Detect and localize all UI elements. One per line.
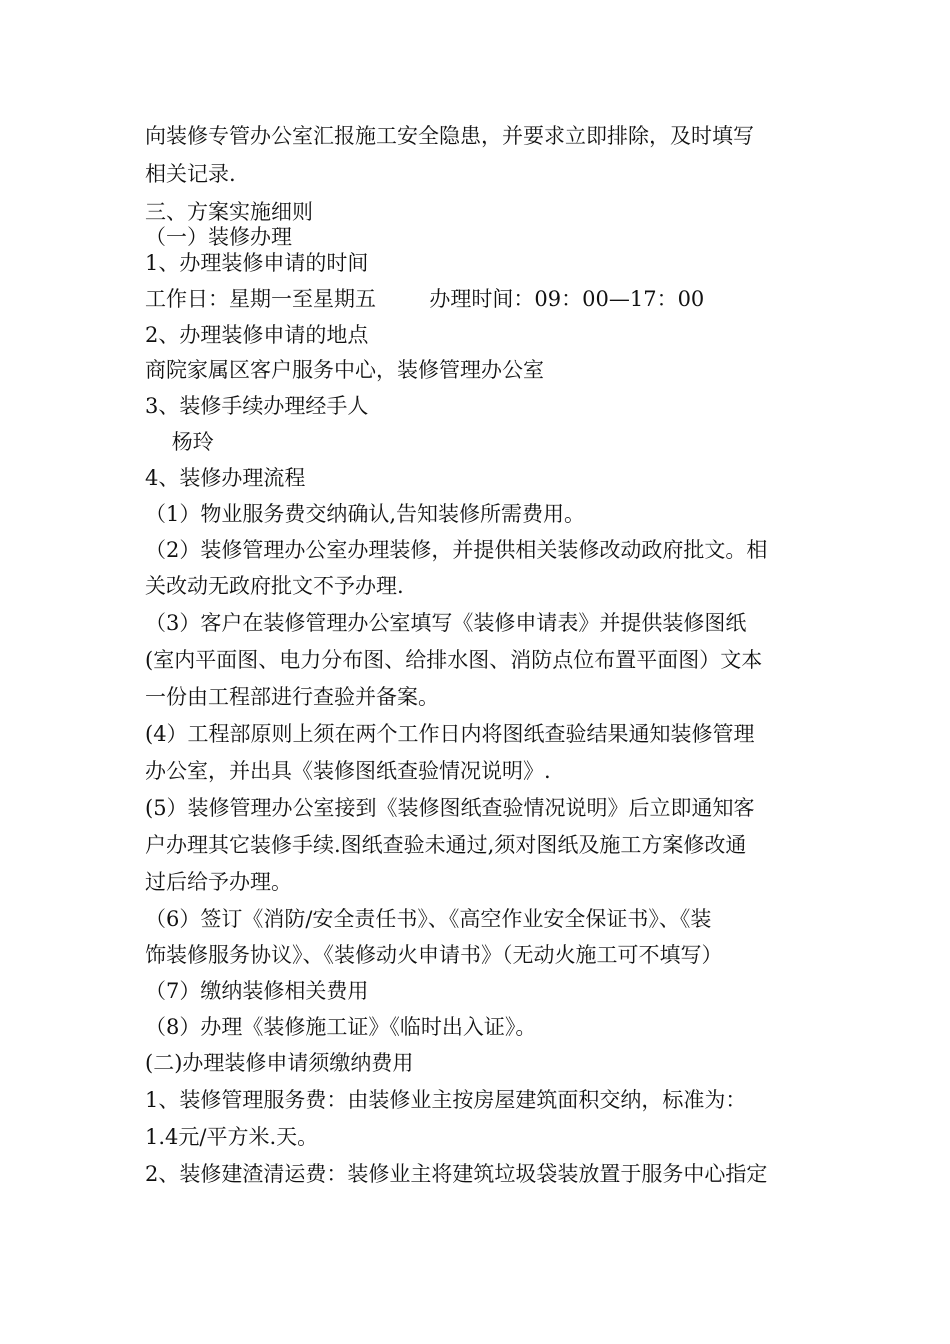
list-item: （7）缴纳装修相关费用 bbox=[145, 979, 369, 1003]
text-line: 相关记录. bbox=[145, 162, 236, 186]
text-line: 饰装修服务协议》、《装修动火申请书》（无动火施工可不填写） bbox=[145, 943, 723, 967]
section-heading: 三、方案实施细则 bbox=[145, 200, 313, 224]
text-line: 1、办理装修申请的时间 bbox=[145, 251, 369, 275]
text-line: 一份由工程部进行查验并备案。 bbox=[145, 685, 439, 709]
list-item: (5）装修管理办公室接到《装修图纸查验情况说明》后立即通知客 bbox=[145, 796, 755, 820]
text-line: 办公室，并出具《装修图纸查验情况说明》. bbox=[145, 759, 551, 783]
subsection-heading: (二)办理装修申请须缴纳费用 bbox=[145, 1051, 414, 1075]
text-line: 4、装修办理流程 bbox=[145, 466, 306, 490]
text-line: (室内平面图、电力分布图、给排水图、消防点位布置平面图）文本 bbox=[145, 648, 763, 672]
text-line: 过后给予办理。 bbox=[145, 870, 292, 894]
list-item: （2）装修管理办公室办理装修，并提供相关装修改动政府批文。相 bbox=[145, 538, 768, 562]
list-item: （1）物业服务费交纳确认,告知装修所需费用。 bbox=[145, 502, 586, 526]
text-line: 向装修专管办公室汇报施工安全隐患，并要求立即排除，及时填写 bbox=[145, 124, 754, 148]
text-line: 杨玲 bbox=[145, 430, 214, 454]
text-line: 2、装修建渣清运费：装修业主将建筑垃圾袋装放置于服务中心指定 bbox=[145, 1162, 768, 1186]
text-line: 商院家属区客户服务中心，装修管理办公室 bbox=[145, 358, 544, 382]
list-item: （6）签订《消防/安全责任书》、《高空作业安全保证书》、《装 bbox=[145, 907, 712, 931]
text-line: 工作日：星期一至星期五 办理时间：09：00—17：00 bbox=[145, 287, 705, 311]
subsection-heading: （一）装修办理 bbox=[145, 225, 292, 249]
text-line: 2、办理装修申请的地点 bbox=[145, 323, 369, 347]
text-line: 关改动无政府批文不予办理. bbox=[145, 574, 404, 598]
list-item: （8）办理《装修施工证》《临时出入证》。 bbox=[145, 1015, 537, 1039]
text-line: 1.4元/平方米.天。 bbox=[145, 1125, 319, 1149]
text-line: 3、装修手续办理经手人 bbox=[145, 394, 369, 418]
text-line: 户办理其它装修手续.图纸查验未通过,须对图纸及施工方案修改通 bbox=[145, 833, 747, 857]
list-item: (4）工程部原则上须在两个工作日内将图纸查验结果通知装修管理 bbox=[145, 722, 755, 746]
text-line: 1、装修管理服务费：由装修业主按房屋建筑面积交纳，标准为： bbox=[145, 1088, 747, 1112]
list-item: （3）客户在装修管理办公室填写《装修申请表》并提供装修图纸 bbox=[145, 611, 747, 635]
